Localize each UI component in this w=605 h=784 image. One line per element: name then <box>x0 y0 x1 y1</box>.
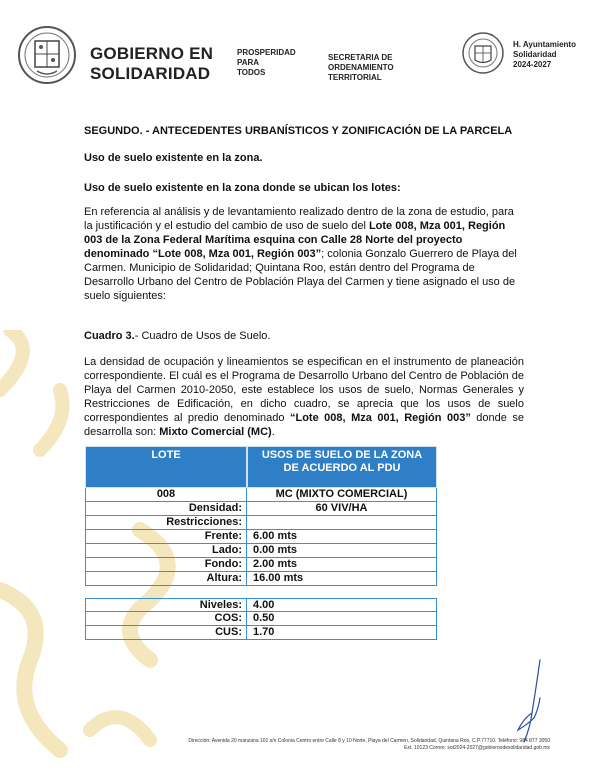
table-row <box>85 626 437 640</box>
cus-label: CUS: <box>85 626 247 640</box>
table-row <box>85 612 437 626</box>
motto-line-3: TODOS <box>237 68 266 77</box>
para2-bold-1: “Lote 008, Mza 001, Región 003” <box>289 412 471 424</box>
ayuntamiento-name <box>513 40 576 70</box>
table-row <box>85 502 437 516</box>
cuadro-text: - Cuadro de Usos de Suelo. <box>134 330 271 342</box>
altura-value: 16.00 mts <box>247 572 437 586</box>
page-header <box>0 0 605 110</box>
frente-value: 6.00 mts <box>247 530 437 544</box>
densidad-value: 60 VIV/HA <box>247 502 437 516</box>
brand-name <box>90 44 213 84</box>
table-row <box>85 572 437 586</box>
table-gap <box>85 586 437 598</box>
land-use-table <box>85 446 437 640</box>
para2-text-1: La densidad de ocupación y lineamientos se especifican en el instrumento de planeación correspondiente. El cuál es el Programa de Desarrollo Urbano del Centro de Población de Playa del Carmen 2010-2050, este establece los usos de suelo, Normas Generales y Restricciones de Edificación, en dicho cuadro, se aprecia que los usos de suelo correspondientes al predio denominado <box>84 356 524 424</box>
table-header-lote: LOTE <box>85 446 247 488</box>
section-title: SEGUNDO. - ANTECEDENTES URBANÍSTICOS Y ZONIFICACIÓN DE LA PARCELA <box>84 125 513 137</box>
restricciones-value <box>247 516 437 530</box>
fondo-value: 2.00 mts <box>247 558 437 572</box>
frente-label: Frente: <box>85 530 247 544</box>
table-header-uso <box>247 446 437 488</box>
table-row <box>85 516 437 530</box>
secretaria-name <box>328 53 394 83</box>
cos-label: COS: <box>85 612 247 626</box>
altura-label: Altura: <box>85 572 247 586</box>
niveles-label: Niveles: <box>85 599 247 612</box>
table-row <box>85 598 437 612</box>
cus-value: 1.70 <box>247 626 437 640</box>
table-header-row <box>85 446 437 488</box>
footer-address: Dirección: Avenida 20 manzana 101 s/n Colonia Centro entre Calle 8 y 10 Norte, Playa del Carmen, Solidaridad, Quintana Roo, C.P.77710. Teléfono: 984 877 3050 <box>188 738 550 744</box>
table-row <box>85 530 437 544</box>
subtitle-lots-use: Uso de suelo existente en la zona donde se ubican los lotes: <box>84 182 401 194</box>
densidad-label: Densidad: <box>85 502 247 516</box>
brand-line-1: GOBIERNO EN <box>90 44 214 63</box>
para1-text-2: ; colonia Gonzalo Guerrero de Playa del Carmen. Municipio de Solidaridad; Quintana Roo, están dentro del Programa de Desarrollo Urbano del Centro de Población Playa del Carmen y tiene asignado el uso de suelo siguientes: <box>84 248 517 302</box>
lado-label: Lado: <box>85 544 247 558</box>
fondo-label: Fondo: <box>85 558 247 572</box>
municipal-seal-icon <box>17 25 77 85</box>
page-footer <box>80 738 550 752</box>
para1-bold-1: Lote 008, Mza 001, Región 003 de la Zona Federal Marítima esquina con Calle 28 Norte del proyecto denominado “Lote 008, Mza 001, Región 003” <box>84 220 506 260</box>
secretaria-line-3: TERRITORIAL <box>328 73 382 82</box>
ayuntamiento-line-3: 2024-2027 <box>513 60 552 69</box>
motto-line-2: PARA <box>237 58 260 67</box>
ayuntamiento-line-1: H. Ayuntamiento <box>513 40 576 49</box>
table-row <box>85 544 437 558</box>
uso-value: MC (MIXTO COMERCIAL) <box>247 488 437 502</box>
motto <box>237 48 296 78</box>
lote-value: 008 <box>85 488 247 502</box>
table-header-uso-line-1: USOS DE SUELO DE LA ZONA <box>261 449 423 461</box>
table-row <box>85 488 437 502</box>
paragraph-analysis <box>84 205 524 303</box>
niveles-value: 4.00 <box>247 599 437 612</box>
paragraph-density <box>84 355 524 439</box>
subtitle-existing-use: Uso de suelo existente en la zona. <box>84 152 263 164</box>
para2-bold-2: Mixto Comercial (MC) <box>159 426 272 438</box>
para2-text-2: donde se desarrolla son: <box>84 412 524 438</box>
para2-text-3: . <box>271 426 275 438</box>
motto-line-1: PROSPERIDAD <box>237 48 296 57</box>
ayuntamiento-line-2: Solidaridad <box>513 50 557 59</box>
table-row <box>85 558 437 572</box>
secretaria-line-1: SECRETARIA DE <box>328 53 393 62</box>
ayuntamiento-seal-icon <box>462 32 504 74</box>
cos-value: 0.50 <box>247 612 437 626</box>
restricciones-label: Restricciones: <box>85 516 247 530</box>
brand-line-2: SOLIDARIDAD <box>90 64 211 83</box>
footer-contact: Ext. 10123 Correo: sot2024-2027@gobiernodesolidaridad.gob.mx <box>403 745 550 751</box>
table-header-uso-line-2: DE ACUERDO AL PDU <box>283 462 401 474</box>
cuadro-caption <box>84 329 524 343</box>
para1-text-1: En referencia al análisis y de levantamiento realizado dentro de la zona de estudio, para la justificación y el estudio del cambio de uso de suelo del <box>84 206 514 232</box>
secretaria-line-2: ORDENAMIENTO <box>328 63 394 72</box>
lado-value: 0.00 mts <box>247 544 437 558</box>
signature-mark <box>510 658 550 744</box>
cuadro-label: Cuadro 3. <box>84 330 135 342</box>
